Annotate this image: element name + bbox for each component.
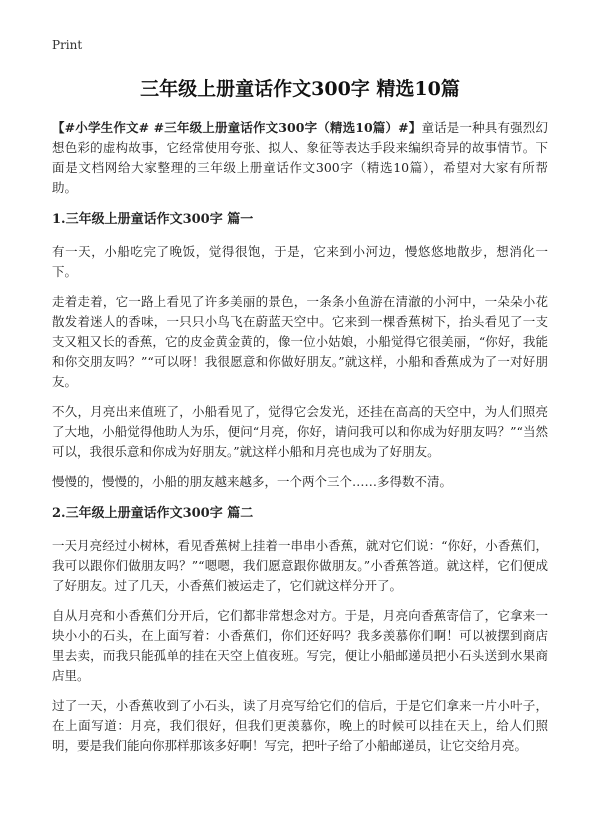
intro-text: 童话是一种具有强烈幻想色彩的虚构故事，它经常使用夸张、拟人、象征等表达手段来编织奇异的故事情节。下面是文档网给大家整理的三年级上册童话作文300字（精选10篇），希望对大家有所帮助。 [52,120,548,195]
section-2-paragraph-3: 过了一天，小香蕉收到了小石头，读了月亮写给它们的信后，于是它们拿来一片小叶子，在上面写道：月亮，我们很好，但我们更羡慕你，晚上的时候可以挂在天上，给人们照明，要是我们能向你那样那该多好啊！写完，把叶子给了小船邮递员，让它交给月亮。 [52,698,548,753]
section-1-paragraph-4: 慢慢的，慢慢的，小船的朋友越来越多，一个两个三个……多得数不清。 [52,474,453,489]
section-1-paragraph-1: 有一天，小船吃完了晚饭，觉得很饱，于是，它来到小河边，慢悠悠地散步，想消化一下。 [52,244,548,279]
section-1-paragraph-3: 不久，月亮出来值班了，小船看见了，觉得它会发光，还挂在高高的天空中，为人们照亮了大地，小船觉得他助人为乐，便问“月亮，你好，请问我可以和你成为好朋友吗？”“当然可以，我很乐意和你成为好朋友。”就这样小船和月亮也成为了好朋友。 [52,404,548,459]
print-link[interactable]: Print [52,38,83,52]
article-body [52,118,548,766]
section-2-paragraph-1: 一天月亮经过小树林，看见香蕉树上挂着一串串小香蕉，就对它们说：“你好，小香蕉们，我可以跟你们做朋友吗？”“嗯嗯，我们愿意跟你做朋友。”小香蕉答道。就这样，它们便成了好朋友。过了几天，小香蕉们被运走了，它们就这样分开了。 [52,538,548,593]
section-heading-1: 1.三年级上册童话作文300字 篇一 [52,212,254,227]
section-1-paragraph-2: 走着走着，它一路上看见了许多美丽的景色，一条条小鱼游在清澈的小河中，一朵朵小花散发着迷人的香味，一只只小鸟飞在蔚蓝天空中。它来到一棵香蕉树下，抬头看见了一支支又粗又长的香蕉，它的皮金黄金黄的，像一位小姑娘，小船觉得它很美丽，“你好，我能和你交朋友吗？”“可以呀！我很愿意和你做好朋友。”就这样，小船和香蕉成为了一对好朋友。 [52,294,548,389]
section-2-paragraph-2: 自从月亮和小香蕉们分开后，它们都非常想念对方。于是，月亮向香蕉寄信了，它拿来一块小小的石头，在上面写着：小香蕉们，你们还好吗？我多羡慕你们啊！可以被摆到商店里去卖，而我只能孤单的挂在天空上值夜班。写完，便让小船邮递员把小石头送到水果商店里。 [52,608,548,683]
intro-paragraph [52,118,548,198]
section-heading-2: 2.三年级上册童话作文300字 篇二 [52,506,254,521]
intro-tag: 【#小学生作文# #三年级上册童话作文300字（精选10篇）#】 [52,120,422,135]
page-title: 三年级上册童话作文300字 精选10篇 [140,78,460,100]
